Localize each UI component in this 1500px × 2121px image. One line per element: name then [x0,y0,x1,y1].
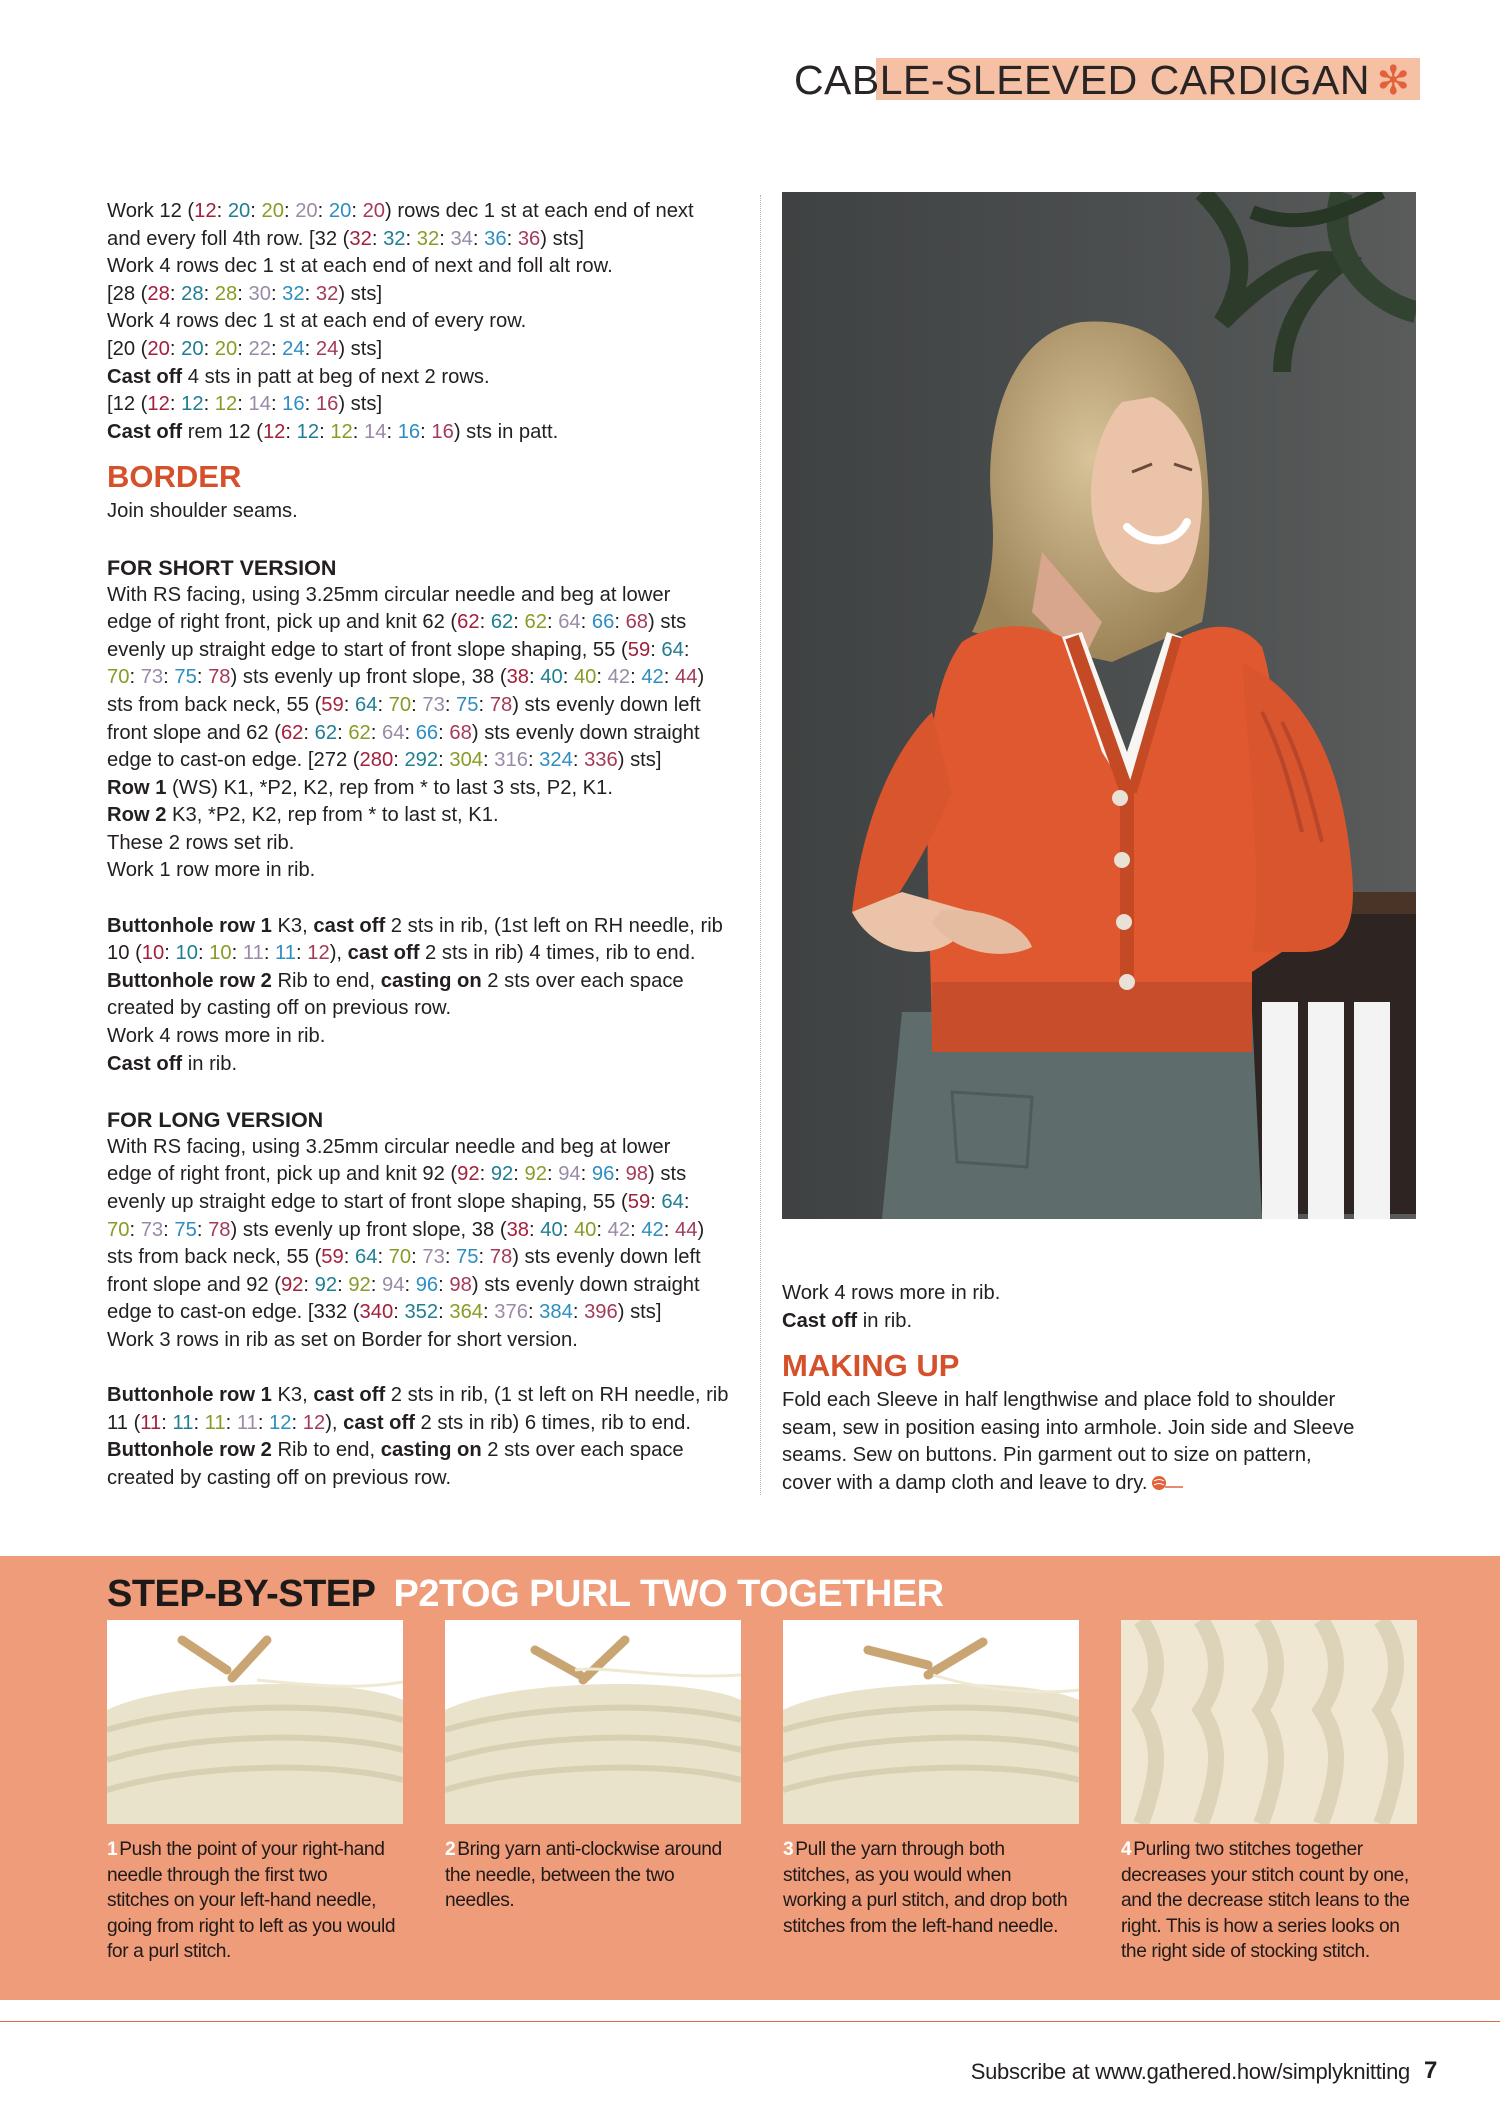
step-1-image [107,1620,403,1824]
text-line: sts from back neck, 55 (59: 64: 70: 73: 75: 78) sts evenly down left [107,693,701,716]
text-line: 11 (11: 11: 11: 11: 12: 12), cast off 2 sts in rib) 6 times, rib to end. [107,1411,691,1434]
page-number: 7 [1424,2057,1438,2084]
text-line: Buttonhole row 2 Rib to end, casting on 2 sts over each space [107,1439,684,1462]
text-line: Cast off 4 sts in patt at beg of next 2 rows. [107,365,490,388]
text-line: Buttonhole row 1 K3, cast off 2 sts in rib, (1st left on RH needle, rib [107,914,723,937]
right-column [782,1280,1422,1498]
text-line: Work 1 row more in rib. [107,859,316,882]
text-line: [20 (20: 20: 20: 22: 24: 24) sts] [107,337,383,360]
text-line: With RS facing, using 3.25mm circular needle and beg at lower [107,1135,671,1158]
asterisk-icon: ✻ [1376,59,1410,103]
text-line: 70: 73: 75: 78) sts evenly up front slope, 38 (38: 40: 40: 42: 42: 44) [107,1218,705,1241]
step-4-caption: 4 Purling two stitches together decreases your stitch count by one, and the decrease stitch leans to the right. This is how a series looks on the right side of stocking stitch. [1121,1839,1410,1962]
text-line: Buttonhole row 2 Rib to end, casting on 2 sts over each space [107,969,684,992]
text-line: [12 (12: 12: 12: 14: 16: 16) sts] [107,393,383,416]
text-line: seams. Sew on buttons. Pin garment out to size on pattern, [782,1444,1312,1467]
text-line: sts from back neck, 55 (59: 64: 70: 73: 75: 78) sts evenly down left [107,1246,701,1269]
footer-divider [0,2021,1500,2022]
text-line: Row 2 K3, *P2, K2, rep from * to last st, K1. [107,804,499,827]
text-line: Work 4 rows more in rib. [782,1282,1001,1304]
text-line: edge of right front, pick up and knit 92 (92: 92: 92: 94: 96: 98) sts [107,1163,687,1186]
text-line: Buttonhole row 1 K3, cast off 2 sts in rib, (1 st left on RH needle, rib [107,1384,729,1407]
text-line: cover with a damp cloth and leave to dry. [782,1470,1422,1498]
subheading-long-version: FOR LONG VERSION [107,1107,324,1132]
text-line: Cast off rem 12 (12: 12: 12: 14: 16: 16) sts in patt. [107,420,559,443]
text-line: evenly up straight edge to start of front slope shaping, 55 (59: 64: [107,638,690,661]
text-line: Fold each Sleeve in half lengthwise and place fold to shoulder [782,1389,1336,1412]
text-line: edge of right front, pick up and knit 62 (62: 62: 62: 64: 66: 68) sts [107,611,687,634]
text-line: seam, sew in position easing into armhole. Join side and Sleeve [782,1416,1355,1439]
subscribe-link[interactable]: Subscribe at www.gathered.how/simplyknitting [970,2059,1410,2084]
step-4-image [1121,1620,1417,1824]
text-line: Work 12 (12: 20: 20: 20: 20: 20) rows dec 1 st at each end of next [107,200,694,222]
step-2-image [445,1620,741,1824]
text-line: edge to cast-on edge. [332 (340: 352: 364: 376: 384: 396) sts] [107,1301,662,1324]
text-line: Work 4 rows dec 1 st at each end of every row. [107,310,527,333]
text-line: 10 (10: 10: 10: 11: 11: 12), cast off 2 sts in rib) 4 times, rib to end. [107,942,696,965]
text-line: front slope and 62 (62: 62: 62: 64: 66: 68) sts evenly down straight [107,721,700,744]
text-line: [28 (28: 28: 28: 30: 32: 32) sts] [107,282,383,305]
step-1-caption: 1 Push the point of your right-hand needle through the first two stitches on your left-hand needle, going from right to left as you would for a purl stitch. [107,1839,396,1962]
section-heading-border: BORDER [107,459,242,495]
subheading-short-version: FOR SHORT VERSION [107,555,337,580]
left-column [107,198,747,1493]
text-line: evenly up straight edge to start of front slope shaping, 55 (59: 64: [107,1191,690,1213]
page-title: CABLE-SLEEVED CARDIGAN [793,57,1370,103]
text-line: edge to cast-on edge. [272 (280: 292: 304: 316: 324: 336) sts] [107,749,662,772]
text-line: 70: 73: 75: 78) sts evenly up front slope, 38 (38: 40: 40: 42: 42: 44) [107,666,705,689]
text-line: Work 4 rows dec 1 st at each end of next and foll alt row. [107,255,613,278]
text-line: created by casting off on previous row. [107,997,452,1020]
text-line: Work 4 rows more in rib. [107,1025,326,1048]
step-3-caption: 3 Pull the yarn through both stitches, as you would when working a purl stitch, and drop both stitches from the left-hand needle. [783,1839,1068,1937]
step-2-caption: 2 Bring yarn anti-clockwise around the needle, between the two needles. [445,1839,722,1911]
header-bar [793,57,1420,103]
step-3-image [783,1620,1079,1824]
yarn-ball-icon [1151,1475,1183,1491]
text-line: Cast off in rib. [107,1052,238,1075]
text-line: These 2 rows set rib. [107,831,295,854]
text-line: Row 1 (WS) K1, *P2, K2, rep from * to last 3 sts, P2, K1. [107,776,613,799]
column-divider [760,195,761,1495]
text-line: and every foll 4th row. [32 (32: 32: 32: 34: 36: 36) sts] [107,227,585,250]
text-line: Join shoulder seams. [107,500,298,523]
text-line: created by casting off on previous row. [107,1466,452,1489]
text-line: Work 3 rows in rib as set on Border for short version. [107,1328,578,1351]
text-line: front slope and 92 (92: 92: 92: 94: 96: 98) sts evenly down straight [107,1273,700,1296]
section-heading-making-up: MAKING UP [782,1348,960,1384]
step-by-step-title: STEP-BY-STEP P2TOG PURL TWO TOGETHER [107,1573,944,1615]
text-line: Cast off in rib. [782,1309,913,1332]
cardigan-photo [782,192,1416,1219]
text-line: With RS facing, using 3.25mm circular needle and beg at lower [107,583,671,606]
